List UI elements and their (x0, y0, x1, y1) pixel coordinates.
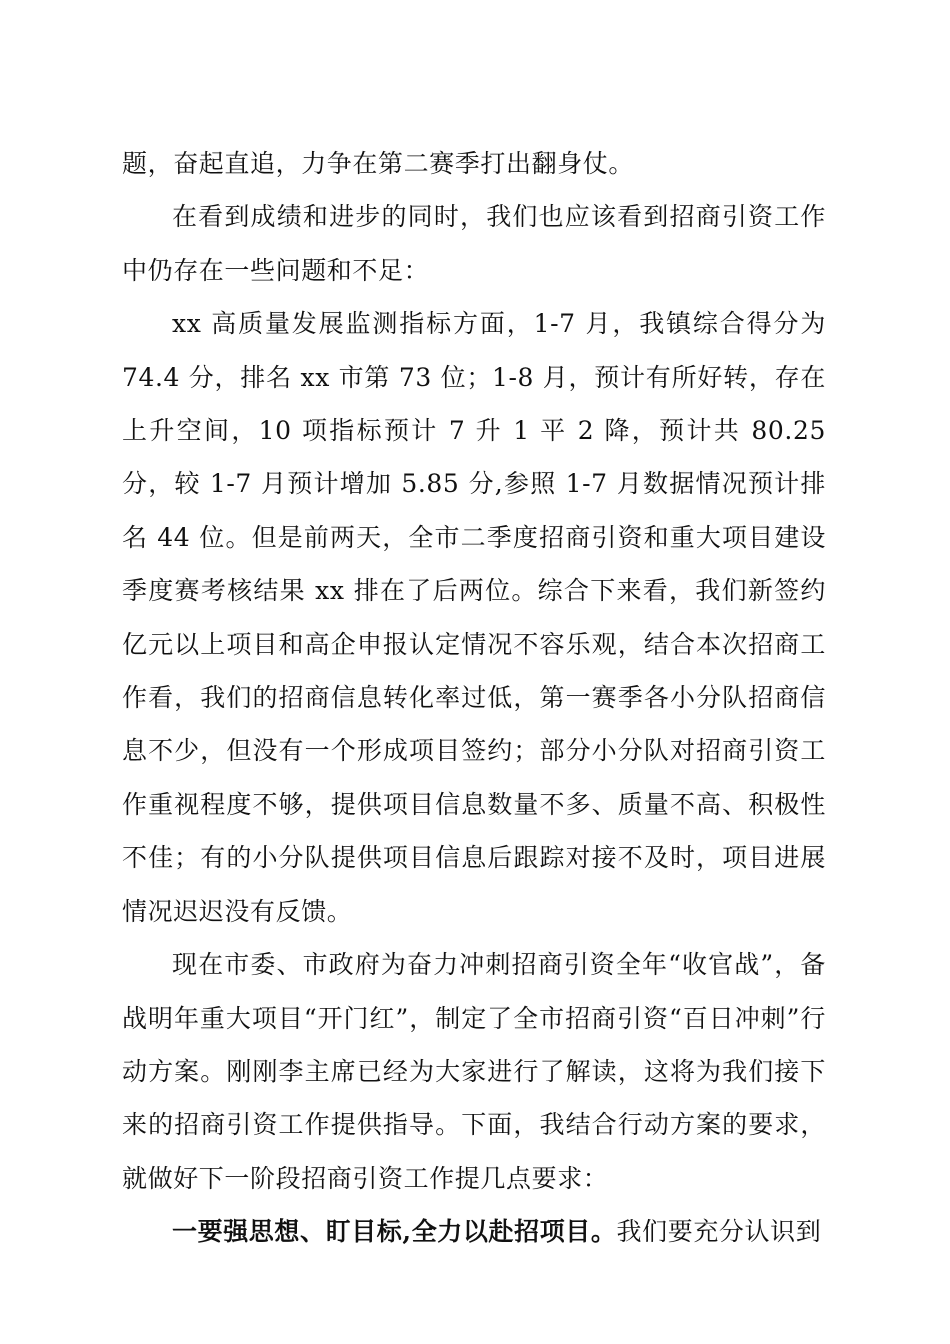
requirement-one-text: 我们要充分认识到 (616, 1217, 822, 1247)
paragraph-monitoring-indicators: xx 高质量发展监测指标方面，1-7 月，我镇综合得分为 74.4 分，排名 xx 市第 73 位；1-8 月，预计有所好转，存在上升空间，10 项指标预计 7 升 1 平 2 降，预计共 80.25 分，较 1-7 月预计增加 5.85 分,参照 1-7 月数据情况预计排名 44 位。但是前两天，全市二季度招商引资和重大项目建设季度赛考核结果 xx 排在了后两位。综合下来看，我们新签约亿元以上项目和高企申报认定情况不容乐观，结合本次招商工作看，我们的招商信息转化率过低，第一赛季各小分队招商信息不少，但没有一个形成项目签约；部分小分队对招商引资工作重视程度不够，提供项目信息数量不多、质量不高、积极性不佳；有的小分队提供项目信息后跟踪对接不及时，项目进展情况迟迟没有反馈。 (122, 309, 826, 926)
requirement-one-heading: 一要强思想、盯目标,全力以赴招项目。 (172, 1217, 617, 1247)
paragraph-problems-intro: 在看到成绩和进步的同时，我们也应该看到招商引资工作中仍存在一些问题和不足： (122, 202, 826, 285)
paragraph-requirement-one (122, 1205, 826, 1258)
paragraph-action-plan: 现在市委、市政府为奋力冲刺招商引资全年“收官战”，备战明年重大项目“开门红”，制定了全市招商引资“百日冲刺”行动方案。刚刚李主席已经为大家进行了解读，这将为我们接下来的招商引资工作提供指导。下面，我结合行动方案的要求，就做好下一阶段招商引资工作提几点要求： (122, 950, 826, 1193)
document-body (122, 137, 826, 1259)
paragraph-continued: 题，奋起直追，力争在第二赛季打出翻身仗。 (122, 149, 635, 178)
